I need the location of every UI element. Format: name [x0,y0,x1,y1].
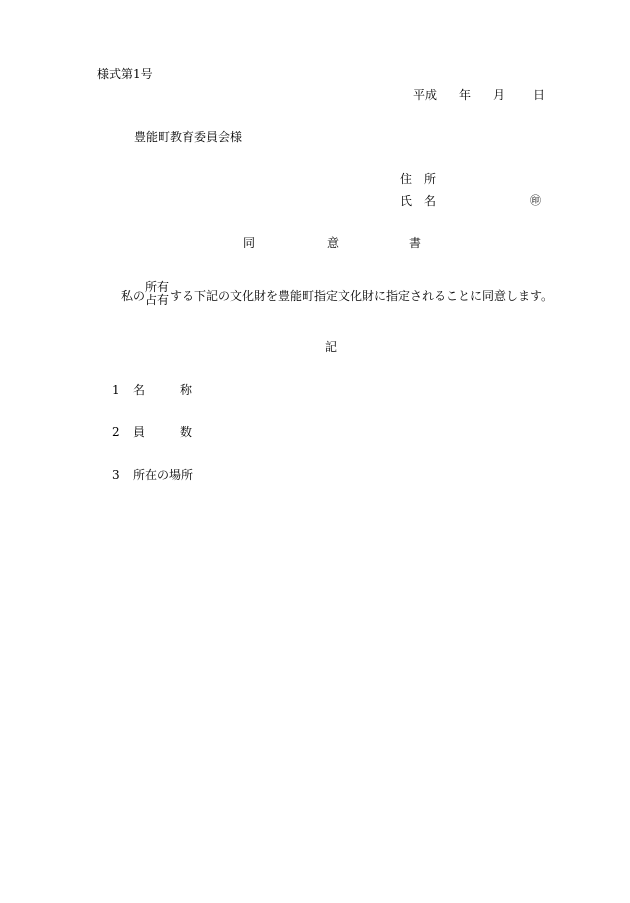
date-era: 平成 [413,88,438,102]
item-label-part: 名 [133,383,146,397]
address-label: 住 所 [400,172,437,186]
document-title [243,237,421,249]
ownership-options [145,281,169,307]
item-number: 2 [112,425,120,439]
item-number: 1 [112,383,120,397]
date-day: 日 [533,88,546,102]
item-label-part: 員 [133,425,146,439]
item-number: 3 [112,468,120,482]
list-item [112,469,193,481]
date-month: 月 [493,88,506,102]
list-item [112,384,192,396]
item-label: 所在の場所 [133,468,194,482]
title-char-3: 書 [409,236,422,250]
form-number: 様式第1号 [97,67,153,81]
list-item [112,426,192,438]
name-row [400,195,436,207]
statement-prefix: 私の [121,289,146,303]
title-char-2: 意 [327,236,340,250]
date-line [413,89,545,101]
recipient: 豊能町教育委員会様 [134,130,243,144]
item-label-part: 称 [180,383,193,397]
ki-heading: 記 [325,340,338,354]
option-owned: 所有 [145,280,170,294]
address-row [400,173,436,185]
date-year: 年 [459,88,472,102]
option-occupied: 占有 [145,293,170,308]
title-char-1: 同 [243,236,256,250]
item-label-part: 数 [180,425,193,439]
seal-mark: ㊞ [530,194,541,207]
name-label: 氏 名 [400,194,437,208]
statement-body: する下記の文化財を豊能町指定文化財に指定されることに同意します。 [170,289,554,303]
